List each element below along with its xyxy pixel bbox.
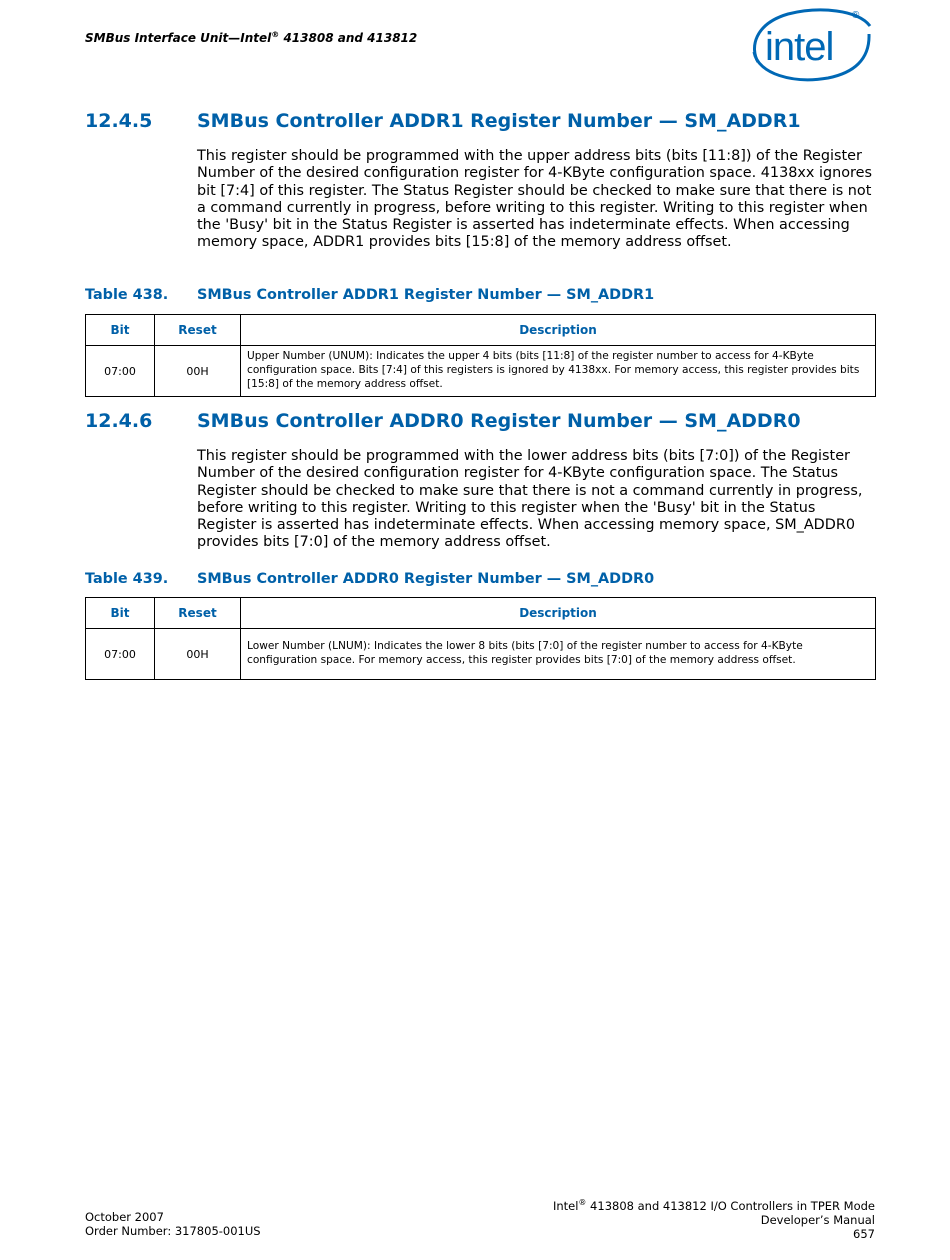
logo-registered-mark: ® [852, 10, 860, 21]
section-body-sm-addr0: This register should be programmed with the lower address bits (bits [7:0]) of the Register Number of the desired configuration register for 4-KByte configuration space. The Status Register should be checked to make sure that there is not a command currently in progress, before writing to this register. Writing to this register when the 'Busy' bit in the Status Register is asserted has indeterminate effects. When accessing memory space, SM_ADDR0 provides bits [7:0] of the memory address offset. [197, 448, 863, 551]
column-header-reset: Reset [155, 598, 241, 629]
running-header: SMBus Interface Unit—Intel® 413808 and 413812 [85, 30, 418, 45]
logo-text: intel [765, 25, 834, 69]
table-row [86, 629, 876, 680]
page-number: 657 [853, 1226, 875, 1241]
table-caption-439: Table 439. SMBus Controller ADDR0 Register Number — SM_ADDR0 [85, 571, 655, 587]
column-header-bit: Bit [86, 315, 155, 346]
section-heading-sm-addr1: 12.4.5 SMBus Controller ADDR1 Register Number — SM_ADDR1 [85, 110, 801, 132]
column-header-reset: Reset [155, 315, 241, 346]
column-header-bit: Bit [86, 598, 155, 629]
cell-description: Lower Number (LNUM): Indicates the lower 8 bits (bits [7:0] of the register number to access for 4-KByte configuration space. For memory access, this register provides bits [7:0] of the memory address offset. [241, 629, 876, 680]
register-table-439 [85, 597, 876, 680]
cell-reset: 00H [155, 346, 241, 397]
table-header-row [86, 315, 876, 346]
cell-reset: 00H [155, 629, 241, 680]
column-header-description: Description [241, 315, 876, 346]
footer-date: October 2007 [85, 1210, 164, 1224]
footer-doc-subtitle: Developer’s Manual [760, 1212, 875, 1227]
cell-description: Upper Number (UNUM): Indicates the upper 4 bits (bits [11:8] of the register number to access for 4-KByte configuration space. Bits [7:4] of this registers is ignored by 4138xx. For memory access, this register provides bits [15:8] of the memory address offset. [241, 346, 876, 397]
footer-doc-title: Intel® 413808 and 413812 I/O Controllers in TPER Mode [552, 1198, 875, 1213]
column-header-description: Description [241, 598, 876, 629]
section-body-sm-addr1: This register should be programmed with the upper address bits (bits [11:8]) of the Register Number of the desired configuration register for 4-KByte configuration space. 4138xx ignores bit [7:4] of this register. The Status Register should be checked to make sure that there is not a command currently in progress, before writing to this register. Writing to this register when the 'Busy' bit in the Status Register is asserted has indeterminate effects. When accessing memory space, ADDR1 provides bits [15:8] of the memory address offset. [197, 148, 873, 251]
cell-bit: 07:00 [86, 629, 155, 680]
intel-logo [748, 4, 874, 84]
table-caption-438: Table 438. SMBus Controller ADDR1 Register Number — SM_ADDR1 [85, 287, 655, 303]
footer-right [553, 1196, 875, 1241]
cell-bit: 07:00 [86, 346, 155, 397]
table-header-row [86, 598, 876, 629]
register-table-438 [85, 314, 876, 397]
footer-order-number: Order Number: 317805-001US [85, 1224, 261, 1238]
table-row [86, 346, 876, 397]
section-heading-sm-addr0: 12.4.6 SMBus Controller ADDR0 Register Number — SM_ADDR0 [85, 410, 801, 432]
footer-left [85, 1210, 261, 1238]
